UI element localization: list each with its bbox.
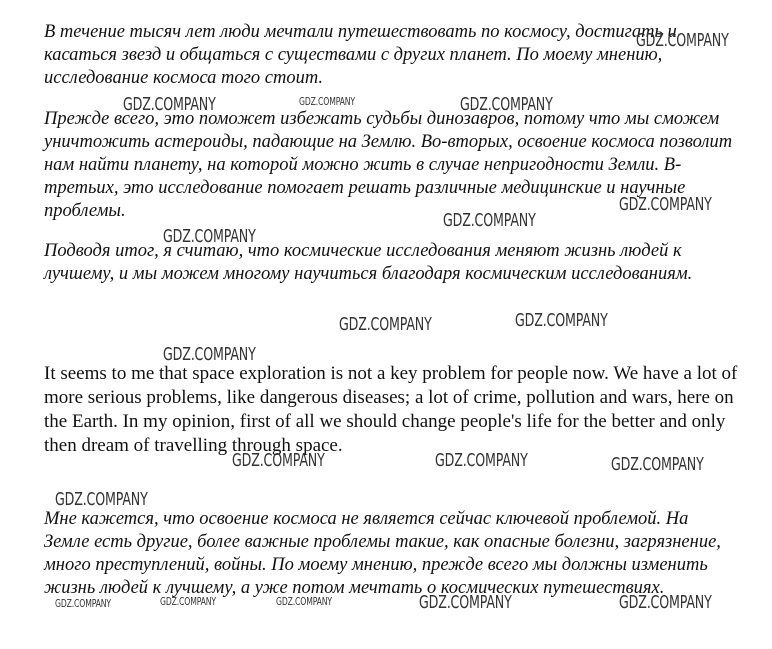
watermark: GDZ.COMPANY — [339, 314, 432, 335]
watermark: GDZ.COMPANY — [123, 94, 216, 115]
watermark: GDZ.COMPANY — [299, 95, 355, 108]
watermark: GDZ.COMPANY — [276, 595, 332, 608]
watermark: GDZ.COMPANY — [160, 595, 216, 608]
watermark: GDZ.COMPANY — [163, 344, 256, 365]
watermark: GDZ.COMPANY — [55, 489, 148, 510]
watermark: GDZ.COMPANY — [460, 94, 553, 115]
watermark: GDZ.COMPANY — [636, 30, 729, 51]
paragraph-conclusion-ru: Подводя итог, я считаю, что космические исследования меняют жизнь людей к лучшему, и мы можем многому научиться благодаря космическим исследованиям. — [44, 241, 693, 284]
watermark: GDZ.COMPANY — [611, 454, 704, 475]
watermark: GDZ.COMPANY — [435, 450, 528, 471]
watermark: GDZ.COMPANY — [515, 310, 608, 331]
watermark: GDZ.COMPANY — [619, 194, 712, 215]
paragraph-intro-ru: В течение тысяч лет люди мечтали путешествовать по космосу, достигать и касаться звезд и общаться с существами с других планет. По моему мнению, исследование космоса того стоит. — [44, 22, 677, 88]
watermark: GDZ.COMPANY — [55, 597, 111, 610]
paragraph-arguments-ru: Прежде всего, это поможет избежать судьбы динозавров, потому что мы сможем уничтожить астероиды, падающие на Землю. Во-вторых, освоение космоса позволит нам найти планету, на которой можно жить в случае непригодности Земли. В-третьих, это исследование помогает решать различные медицинские и научные проблемы. — [44, 109, 733, 221]
watermark: GDZ.COMPANY — [163, 226, 256, 247]
watermark: GDZ.COMPANY — [619, 592, 712, 613]
paragraph-opinion-en: It seems to me that space exploration is not a key problem for people now. We have a lot of more serious problems, like dangerous diseases; a lot of crime, pollution and wars, here on the Earth. In my opinion, first of all we should change people's life for the better and only then dream of travelling through space. — [44, 363, 738, 456]
paragraph-opinion-ru: Мне кажется, что освоение космоса не является сейчас ключевой проблемой. На Земле есть другие, более важные проблемы такие, как опасные болезни, загрязнение, много преступлений, войны. По моему мнению, прежде всего мы должны изменить жизнь людей к лучшему, а уже потом мечтать о космических путешествиях. — [44, 509, 721, 598]
watermark: GDZ.COMPANY — [232, 450, 325, 471]
watermark: GDZ.COMPANY — [419, 592, 512, 613]
watermark: GDZ.COMPANY — [443, 210, 536, 231]
